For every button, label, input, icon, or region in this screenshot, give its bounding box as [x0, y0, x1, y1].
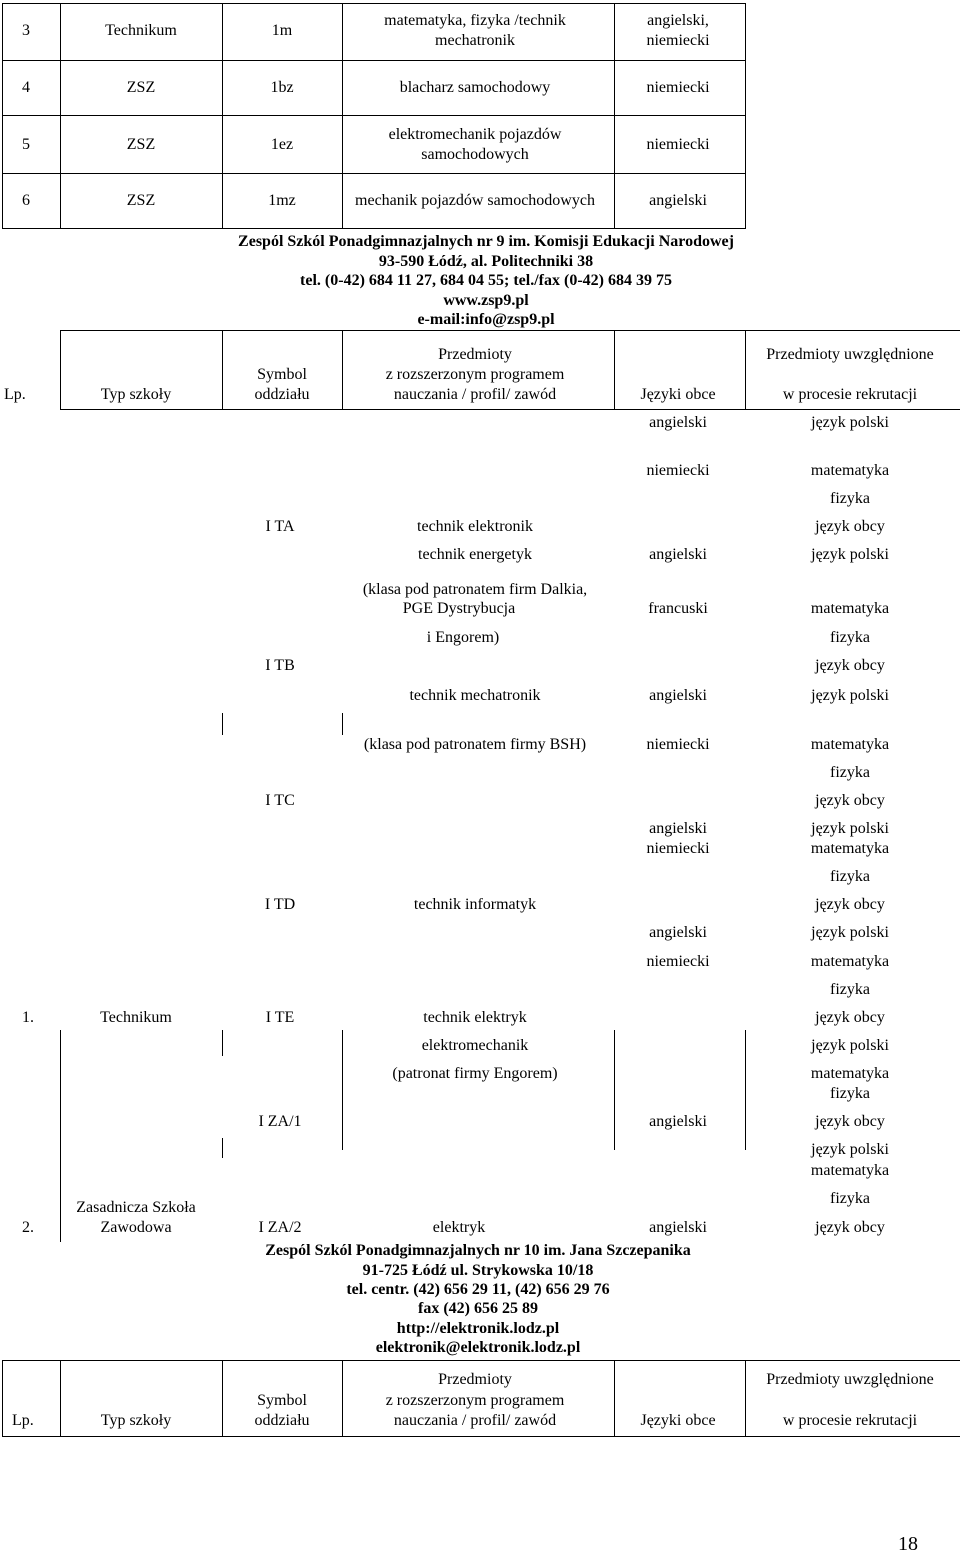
recruitment-subject: język obcy — [815, 1113, 885, 1130]
recruitment-subject: matematyka — [810, 953, 890, 970]
recruitment-subject: matematyka — [810, 840, 890, 857]
recruitment-subject: język polski — [811, 1037, 889, 1054]
table-line — [222, 1138, 223, 1158]
recruitment-subject: język obcy — [815, 1009, 885, 1026]
table-line — [222, 1030, 223, 1056]
row-lp: 1. — [22, 1009, 34, 1026]
table-line — [745, 1360, 746, 1437]
row-school-type: ZSZ — [126, 79, 156, 96]
school-type: Zawodowa — [100, 1219, 172, 1236]
header-lp: Lp. — [4, 386, 26, 403]
language: angielski — [649, 687, 707, 704]
table-line — [342, 1030, 343, 1150]
header-subjects: nauczania / profil/ zawód — [393, 386, 557, 403]
top-table-line — [2, 60, 745, 61]
header-school-type: Typ szkoły — [100, 1412, 172, 1429]
header-symbol: Symbol — [257, 366, 307, 383]
recruitment-subject: matematyka — [810, 736, 890, 753]
header-recruitment: w procesie rekrutacji — [782, 386, 918, 403]
class-profile: technik mechatronik — [409, 687, 541, 704]
school-fax: fax (42) 656 25 89 — [418, 1300, 538, 1317]
header-symbol: oddziału — [254, 386, 310, 403]
language: angielski — [649, 820, 707, 837]
class-profile: (patronat firmy Engorem) — [392, 1065, 558, 1082]
row-subjects: mechatronik — [435, 32, 515, 49]
recruitment-subject: język polski — [811, 924, 889, 941]
row-school-type: ZSZ — [126, 192, 156, 209]
recruitment-subject: fizyka — [830, 764, 870, 781]
school-phone: tel. (0-42) 684 11 27, 684 04 55; tel./fax (0-42) 684 39 75 — [300, 272, 672, 289]
row-languages: angielski, — [647, 12, 709, 29]
language: francuski — [648, 600, 708, 617]
row-languages: niemiecki — [646, 32, 710, 49]
class-profile: technik elektronik — [417, 518, 533, 535]
school-type: Technikum — [100, 1009, 172, 1026]
table-line — [2, 1360, 960, 1361]
row-lp: 6 — [22, 192, 30, 209]
top-table-line — [60, 3, 61, 229]
class-symbol: I TB — [265, 657, 295, 674]
recruitment-subject: język obcy — [815, 896, 885, 913]
header-subjects: Przedmioty — [438, 346, 512, 363]
table-line — [222, 1360, 223, 1437]
recruitment-subject: język obcy — [815, 1219, 885, 1236]
header-subjects: z rozszerzonym programem — [385, 1392, 565, 1409]
recruitment-subject: matematyka — [810, 462, 890, 479]
row-lp: 5 — [22, 136, 30, 153]
row-languages: angielski — [649, 192, 707, 209]
class-profile: (klasa pod patronatem firm Dalkia, — [362, 581, 588, 598]
table-line — [60, 409, 960, 410]
page-number: 18 — [898, 1533, 918, 1555]
school-website: www.zsp9.pl — [443, 292, 529, 309]
row-subjects: blacharz samochodowy — [399, 79, 551, 96]
school-email: elektronik@elektronik.lodz.pl — [375, 1339, 581, 1356]
table-line — [60, 330, 61, 410]
header-subjects: nauczania / profil/ zawód — [393, 1412, 557, 1429]
top-table-line — [745, 3, 746, 229]
table-line — [614, 330, 615, 410]
header-symbol: Symbol — [257, 1392, 307, 1409]
table-line — [60, 1360, 61, 1437]
row-languages: niemiecki — [646, 79, 710, 96]
recruitment-subject: język polski — [811, 546, 889, 563]
school-website: http://elektronik.lodz.pl — [396, 1320, 560, 1337]
header-languages: Języki obce — [640, 386, 716, 403]
class-symbol: I TA — [265, 518, 295, 535]
recruitment-subject: fizyka — [830, 868, 870, 885]
class-symbol: I ZA/1 — [258, 1113, 302, 1130]
class-profile: elektryk — [432, 1219, 486, 1236]
recruitment-subject: fizyka — [830, 1085, 870, 1102]
class-profile: (klasa pod patronatem firmy BSH) — [363, 736, 587, 753]
recruitment-subject: matematyka — [810, 1065, 890, 1082]
language: niemiecki — [646, 736, 710, 753]
recruitment-subject: fizyka — [830, 1190, 870, 1207]
header-recruitment: Przedmioty uwzględnione — [766, 1371, 934, 1388]
row-lp: 4 — [22, 79, 30, 96]
language: angielski — [649, 546, 707, 563]
row-lp: 2. — [22, 1219, 34, 1236]
table-line — [342, 330, 343, 410]
recruitment-subject: język polski — [811, 414, 889, 431]
top-table-line — [2, 3, 3, 229]
row-subjects: matematyka, fizyka /technik — [384, 12, 566, 29]
top-table-line — [342, 3, 343, 229]
class-symbol: I TC — [265, 792, 295, 809]
language: niemiecki — [646, 953, 710, 970]
recruitment-subject: język polski — [811, 820, 889, 837]
class-profile: PGE Dystrybucja — [402, 600, 516, 617]
table-line — [342, 1360, 343, 1437]
recruitment-subject: język obcy — [815, 518, 885, 535]
top-table-line — [614, 3, 615, 229]
header-subjects: z rozszerzonym programem — [385, 366, 565, 383]
class-symbol: I TD — [264, 896, 296, 913]
top-table-line — [2, 173, 745, 174]
table-line — [2, 1360, 3, 1437]
row-languages: niemiecki — [646, 136, 710, 153]
header-languages: Języki obce — [640, 1412, 716, 1429]
language: niemiecki — [646, 462, 710, 479]
class-profile: technik energetyk — [418, 546, 532, 563]
header-school-type: Typ szkoły — [100, 386, 172, 403]
row-subjects: samochodowych — [421, 146, 529, 163]
recruitment-subject: język obcy — [815, 657, 885, 674]
row-school-type: Technikum — [105, 22, 177, 39]
table-line — [745, 1030, 746, 1150]
recruitment-subject: fizyka — [830, 490, 870, 507]
table-line — [342, 713, 343, 735]
table-line — [2, 1436, 960, 1437]
header-subjects: Przedmioty — [438, 1371, 512, 1388]
row-symbol: 1m — [271, 22, 293, 39]
row-subjects: elektromechanik pojazdów — [388, 126, 562, 143]
class-profile: technik informatyk — [413, 896, 537, 913]
row-lp: 3 — [22, 22, 30, 39]
header-symbol: oddziału — [254, 1412, 310, 1429]
class-profile: elektromechanik — [421, 1037, 529, 1054]
table-line — [745, 330, 746, 410]
school-address: 93-590 Łódź, al. Politechniki 38 — [378, 253, 594, 270]
top-table-line — [2, 3, 745, 4]
table-line — [222, 330, 223, 410]
table-line — [614, 1030, 615, 1150]
row-subjects: mechanik pojazdów samochodowych — [355, 192, 595, 209]
table-line — [60, 330, 960, 331]
recruitment-subject: matematyka — [810, 1162, 890, 1179]
class-symbol: I ZA/2 — [258, 1219, 302, 1236]
recruitment-subject: fizyka — [830, 629, 870, 646]
language: niemiecki — [646, 840, 710, 857]
recruitment-subject: język polski — [811, 687, 889, 704]
table-line — [60, 1030, 61, 1242]
recruitment-subject: fizyka — [830, 981, 870, 998]
school-phone: tel. centr. (42) 656 29 11, (42) 656 29 76 — [346, 1281, 610, 1298]
top-table-line — [2, 228, 745, 229]
class-profile: i Engorem) — [426, 629, 500, 646]
recruitment-subject: język obcy — [815, 792, 885, 809]
row-symbol: 1bz — [270, 79, 294, 96]
school-name: Zespól Szkól Ponadgimnazjalnych nr 10 im. Jana Szczepanika — [265, 1242, 691, 1259]
class-profile: technik elektryk — [423, 1009, 527, 1026]
class-symbol: I TE — [265, 1009, 295, 1026]
recruitment-subject: matematyka — [810, 600, 890, 617]
recruitment-subject: język polski — [811, 1141, 889, 1158]
school-email: e-mail:info@zsp9.pl — [417, 311, 555, 328]
header-recruitment: Przedmioty uwzględnione — [766, 346, 934, 363]
language: angielski — [649, 924, 707, 941]
header-recruitment: w procesie rekrutacji — [782, 1412, 918, 1429]
top-table-line — [2, 115, 745, 116]
school-address: 91-725 Łódź ul. Strykowska 10/18 — [362, 1262, 594, 1279]
language: angielski — [649, 414, 707, 431]
row-symbol: 1mz — [268, 192, 296, 209]
school-name: Zespól Szkól Ponadgimnazjalnych nr 9 im. Komisji Edukacji Narodowej — [238, 233, 734, 250]
language: angielski — [649, 1113, 707, 1130]
school-type: Zasadnicza Szkoła — [76, 1199, 196, 1216]
language: angielski — [649, 1219, 707, 1236]
top-table-line — [222, 3, 223, 229]
row-school-type: ZSZ — [126, 136, 156, 153]
table-line — [614, 1360, 615, 1437]
table-line — [222, 713, 223, 735]
header-lp: Lp. — [12, 1412, 34, 1429]
row-symbol: 1ez — [270, 136, 294, 153]
